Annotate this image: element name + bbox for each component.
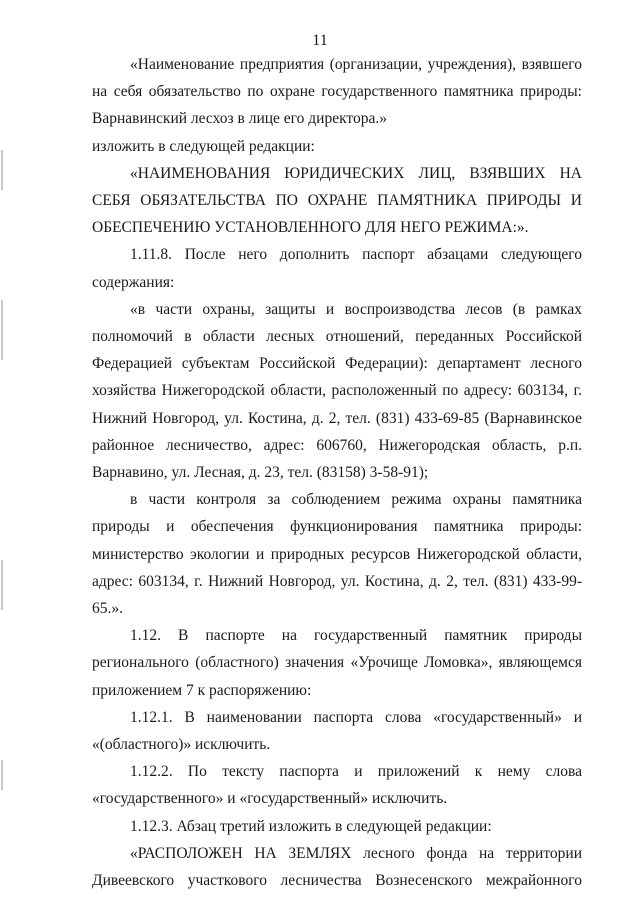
paragraph-regime-control: в части контроля за соблюдением режима охраны памятника природы и обеспечения функционирования памятника природы: министерство экологии и природных ресурсов Нижегородской области, адрес: 603134, г. Нижний Новгород, ул. Костина, д. 2, тел. (831) 433-99-65.». <box>92 491 582 618</box>
scan-margin-marks <box>0 0 6 905</box>
paragraph-item-1-12: 1.12. В паспорте на государственный памятник природы регионального (областного) значения «Урочище Ломовка», являющемся приложением 7 к распоряжению: <box>92 627 582 699</box>
paragraph-forest-protection: «в части охраны, защиты и воспроизводства лесов (в рамках полномочий в области лесных отношений, переданных Российской Федерацией субъектам Российской Федерации): департамент лесного хозяйства Нижегородской области, расположенный по адресу: 603134, г. Нижний Новгород, ул. Костина, д. 2, тел. (831) 433-69-85 (Варнавинское районное лесничество, адрес: 606760, Нижегородская область, р.п. Варнавино, ул. Лесная, д. 23, тел. (83158) 3-58-91); <box>92 300 582 482</box>
paragraph-item-1-12-2: 1.12.2. По тексту паспорта и приложений к нему слова «государственного» и «государственный» исключить. <box>92 763 582 808</box>
document-body <box>92 51 582 894</box>
paragraph-set-out-instruction: изложить в следующей редакции: <box>92 137 315 155</box>
paragraph-item-1-12-1: 1.12.1. В наименовании паспорта слова «государственный» и «(областного)» исключить. <box>92 708 582 754</box>
paragraph-item-1-11-8: 1.11.8. После него дополнить паспорт абзацами следующего содержания: <box>92 246 582 291</box>
page-number: 11 <box>312 32 328 49</box>
paragraph-new-heading: «НАИМЕНОВАНИЯ ЮРИДИЧЕСКИХ ЛИЦ, ВЗЯВШИХ НА СЕБЯ ОБЯЗАТЕЛЬСТВА ПО ОХРАНЕ ПАМЯТНИКА ПРИРОДЫ И ОБЕСПЕЧЕНИЮ УСТАНОВЛЕННОГО ДЛЯ НЕГО РЕЖИМА:». <box>92 164 582 237</box>
paragraph-located-on-lands: «РАСПОЛОЖЕН НА ЗЕМЛЯХ лесного фонда на территории Дивеевского участкового лесничества Вознесенского межрайонного <box>92 844 582 890</box>
paragraph-item-1-12-3: 1.12.3. Абзац третий изложить в следующей редакции: <box>130 817 492 835</box>
paragraph-quoted-old-heading: «Наименование предприятия (организации, учреждения), взявшего на себя обязательство по охране государственного памятника природы: Варнавинский лесхоз в лице его директора.» <box>92 56 582 128</box>
